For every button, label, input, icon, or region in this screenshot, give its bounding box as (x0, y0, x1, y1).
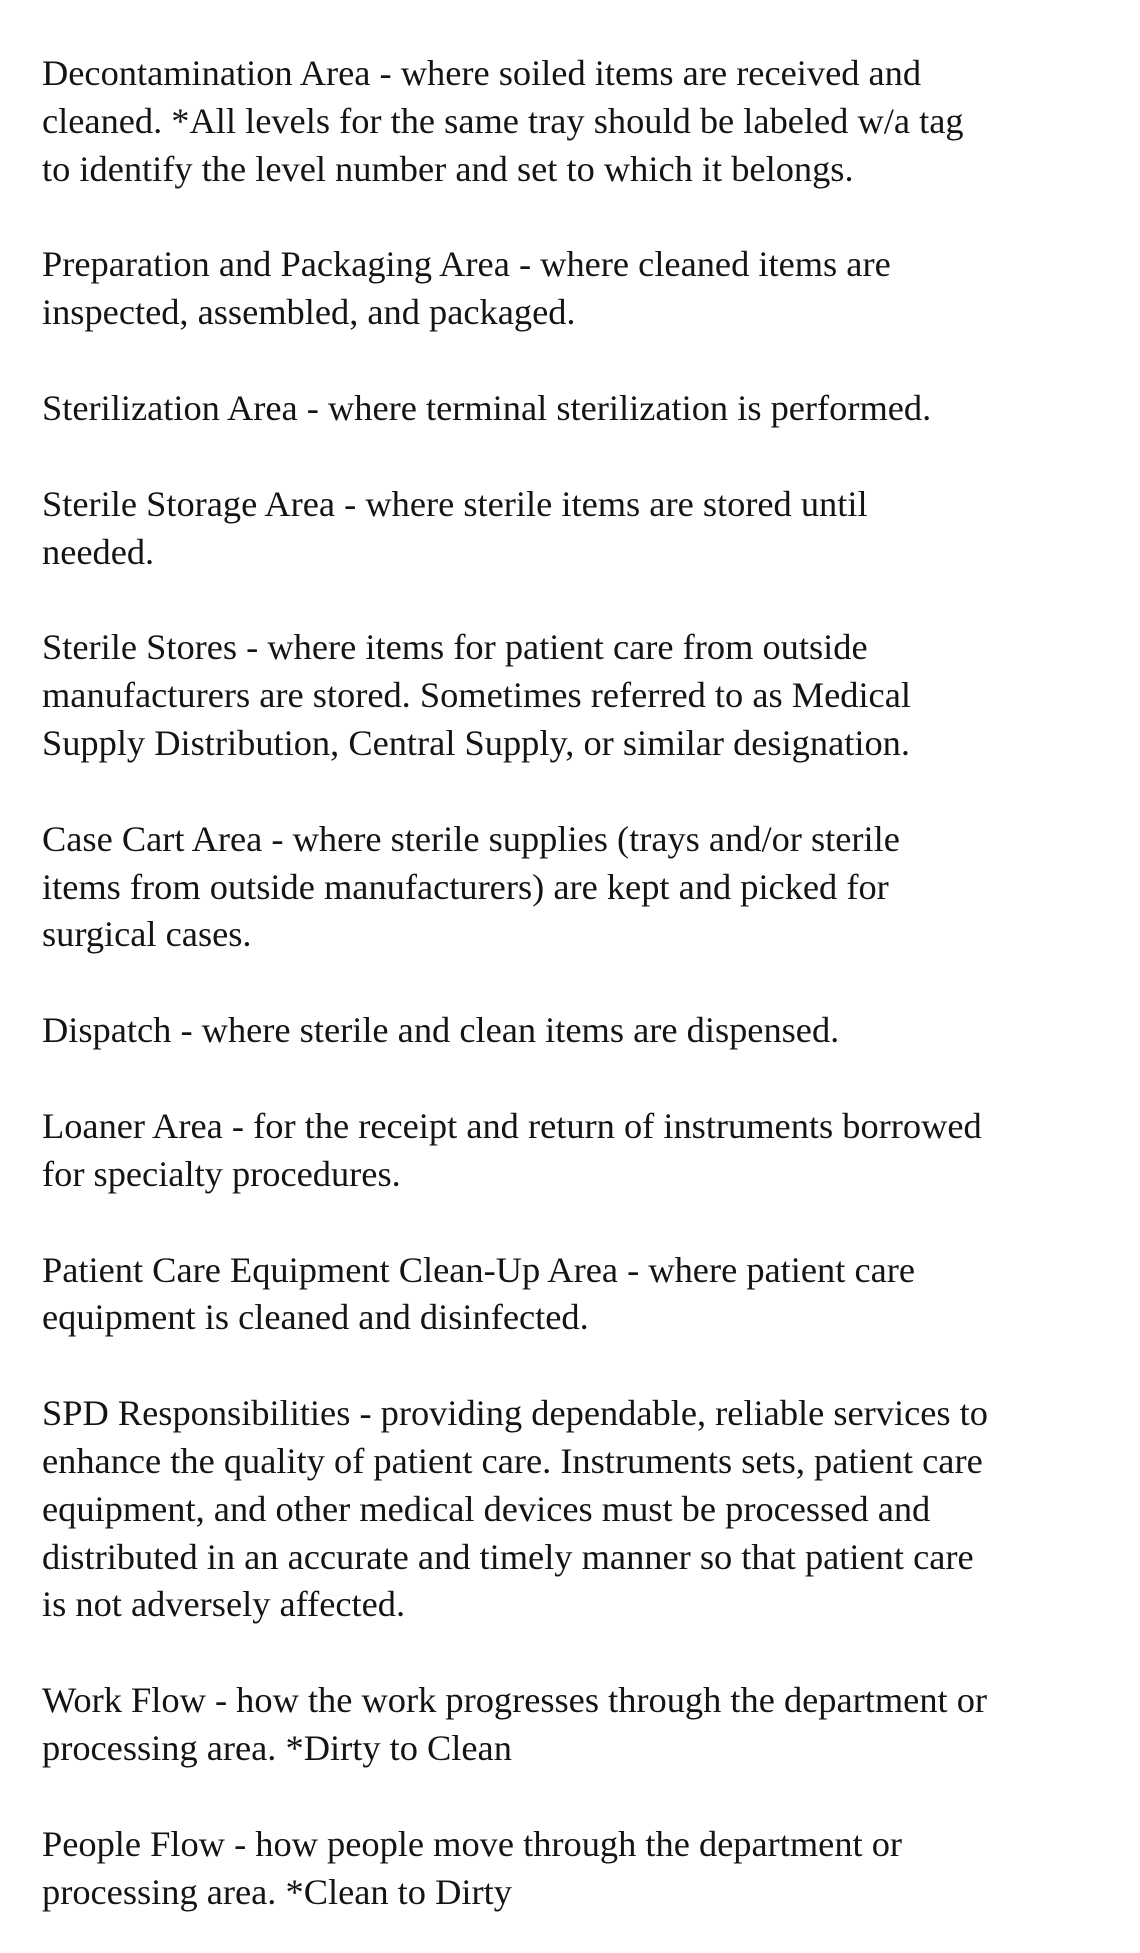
paragraph-sterile-storage-area (42, 481, 1120, 577)
text-line: Preparation and Packaging Area - where cleaned items are (42, 244, 891, 285)
text-line: Decontamination Area - where soiled items are received and (42, 53, 922, 93)
paragraph-spd-responsibilities (42, 1390, 1120, 1629)
text-line: to identify the level number and set to which it belongs. (42, 148, 854, 189)
text-line: equipment is cleaned and disinfected. (42, 1297, 589, 1338)
text-line: Sterile Storage Area - where sterile items are stored until (42, 483, 868, 524)
text-line: Patient Care Equipment Clean-Up Area - where patient care (42, 1249, 916, 1290)
paragraph-dispatch (42, 1007, 1120, 1055)
text-line: cleaned. *All levels for the same tray should be labeled w/a tag (42, 100, 964, 141)
text-line: processing area. *Dirty to Clean (42, 1727, 512, 1768)
paragraph-sterile-stores (42, 624, 1120, 767)
text-line: is not adversely affected. (42, 1584, 406, 1625)
text-line: Dispatch - where sterile and clean items are dispensed. (42, 1010, 840, 1051)
text-line: surgical cases. (42, 914, 252, 955)
text-line: Supply Distribution, Central Supply, or similar designation. (42, 722, 910, 763)
paragraph-patient-care-equipment-clean-up-area (42, 1247, 1120, 1343)
text-line: needed. (42, 531, 155, 572)
text-line: Sterile Stores - where items for patient care from outside (42, 627, 868, 668)
paragraph-people-flow (42, 1821, 1120, 1917)
text-line: distributed in an accurate and timely manner so that patient care (42, 1536, 974, 1577)
paragraph-decontamination-area (42, 50, 1120, 193)
text-line: Work Flow - how the work progresses through the department or (42, 1680, 988, 1721)
text-line: Loaner Area - for the receipt and return of instruments borrowed (42, 1105, 982, 1146)
paragraph-work-flow (42, 1677, 1120, 1773)
text-line: for specialty procedures. (42, 1153, 401, 1194)
paragraph-loaner-area (42, 1103, 1120, 1199)
text-line: items from outside manufacturers) are kept and picked for (42, 866, 889, 907)
text-line: inspected, assembled, and packaged. (42, 292, 576, 333)
paragraph-preparation-packaging-area (42, 241, 1120, 337)
text-line: Case Cart Area - where sterile supplies (trays and/or sterile (42, 818, 900, 859)
text-line: People Flow - how people move through the department or (42, 1823, 903, 1864)
text-line: enhance the quality of patient care. Instruments sets, patient care (42, 1440, 983, 1481)
text-line: processing area. *Clean to Dirty (42, 1871, 512, 1912)
text-line: SPD Responsibilities - providing dependable, reliable services to (42, 1393, 988, 1434)
text-line: Sterilization Area - where terminal sterilization is performed. (42, 387, 932, 428)
text-line: manufacturers are stored. Sometimes referred to as Medical (42, 675, 911, 716)
paragraph-sterilization-area (42, 385, 1120, 433)
paragraph-case-cart-area (42, 816, 1120, 959)
text-line: equipment, and other medical devices must be processed and (42, 1488, 931, 1529)
